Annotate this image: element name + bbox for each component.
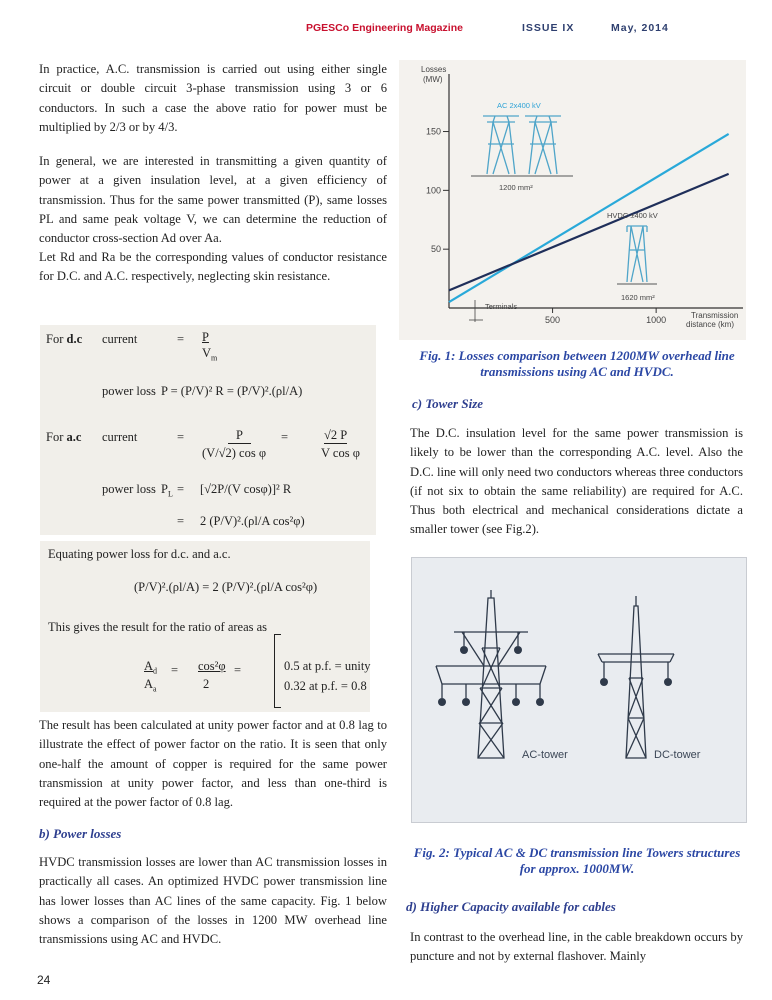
- ac-tower-drawing: [436, 590, 546, 758]
- formula-dc-current-num: P: [202, 330, 209, 344]
- formula-dc-label: For d.c: [46, 332, 83, 346]
- ac-tower-icon: [471, 116, 573, 176]
- y-tick-label-50: 50: [430, 244, 441, 255]
- paragraph-resistance: Let Rd and Ra be the corresponding values of conductor resistance for D.C. and A.C. respectively, neglecting skin resistance.: [39, 250, 387, 284]
- x-tick-label-500: 500: [545, 315, 561, 325]
- formula-eq-6: =: [171, 663, 179, 677]
- chart-annotation-4: Terminals: [485, 302, 518, 311]
- paragraph-hvdc-losses: HVDC transmission losses are lower than AC transmission losses in practically all cases. An optimized HVDC power transmission line has lower losses than AC lines of the same capacity. Fig. 1 below shows a comparison of the losses in 1200 MW overhead line transmissions using AC and HVDC.: [39, 855, 387, 947]
- y-axis-label: Losses: [421, 65, 447, 74]
- ac-tower-label: AC-tower: [522, 749, 568, 761]
- formula-eq-3: =: [281, 430, 289, 444]
- paragraph-tower-size: The D.C. insulation level for the same power transmission is likely to be lower than the corresponding A.C. level. Also the D.C. line will only need two conductors whereas three conductors (if not six to obtain the same reliability) are required for A.C. Thus both electrical and mechanical considerations dictate a smaller tower (see Fig.2).: [410, 426, 743, 537]
- y-tick-label-100: 100: [425, 185, 441, 196]
- towers-svg: [412, 558, 746, 822]
- figure2-caption: Fig. 2: Typical AC & DC transmission line Towers structures for approx. 1000MW.: [413, 845, 741, 876]
- paragraph-practice: In practice, A.C. transmission is carried out using either single circuit or double circuit 3-phase transmission using 3 or 6 conductors. In such a case the above ratio for power must be multiplied by 2/3 or by 4/3.: [39, 62, 387, 134]
- formula-bracket: [274, 634, 281, 708]
- x-tick-label-1000: 1000: [646, 315, 667, 325]
- formula-dc-power-loss: P = (P/V)² R = (P/V)².(ρl/A): [161, 384, 303, 398]
- dc-tower-icon: [617, 226, 657, 284]
- chart-annotation-1: 1200 mm²: [499, 183, 533, 192]
- x-axis-label: Transmission: [691, 311, 739, 320]
- formula-power-loss-label: power loss: [102, 384, 156, 398]
- formula-equating-text: Equating power loss for d.c. and a.c.: [48, 547, 231, 561]
- figure1-caption: Fig. 1: Losses comparison between 1200MW overhead line transmissions using AC and HVDC.: [419, 348, 735, 379]
- chart-annotation-3: 1620 mm²: [621, 293, 655, 302]
- formula-result-08: 0.32 at p.f. = 0.8: [284, 679, 367, 693]
- series-line-0: [449, 134, 729, 302]
- section-power-losses: b) Power losses: [39, 826, 122, 841]
- formula-ac-label: For a.c: [46, 430, 82, 444]
- formula-ac-power-loss-label: power loss: [102, 482, 156, 496]
- paragraph-general: In general, we are interested in transmitting a given quantity of power at a given insulation level, at a given efficiency of transmission. Thus for the same power transmitted (P), same losses PL and same peak voltage V, we can determine the reduction of conductor cross-section Ad over Aa.: [39, 154, 387, 246]
- magazine-title: PGESCo Engineering Magazine: [306, 22, 463, 34]
- issue-label: ISSUE IX: [522, 22, 575, 34]
- formula-ac-current-num-2: √2 P: [324, 428, 348, 442]
- chart-annotation-0: AC 2x400 kV: [497, 101, 541, 110]
- ac-insulators: [438, 646, 544, 706]
- formula-box-dc-ac: [40, 325, 376, 535]
- formula-ac-power-loss-2: 2 (P/V)².(ρl/A cos²φ): [200, 514, 305, 528]
- y-axis-label-unit: (MW): [423, 75, 443, 84]
- series-line-1: [449, 174, 729, 290]
- formula-eq-4: =: [177, 482, 185, 496]
- section-higher-capacity: d) Higher Capacity available for cables: [406, 899, 616, 914]
- formula-ac-pl: $P_L$: [161, 482, 173, 499]
- formula-ac-current-den: (V/√2) cos φ: [202, 446, 267, 460]
- losses-chart-svg: [399, 60, 746, 340]
- formula-eq-5: =: [177, 514, 185, 528]
- formula-eq-2: =: [177, 430, 185, 444]
- losses-chart: [399, 60, 746, 340]
- dc-tower-drawing: [598, 596, 674, 758]
- towers-figure: [411, 557, 747, 823]
- y-tick-label-150: 150: [425, 126, 441, 137]
- dc-tower-label: DC-tower: [654, 749, 701, 761]
- formula-result-unity: 0.5 at p.f. = unity: [284, 659, 371, 673]
- formula-aa: $A_a$: [144, 677, 157, 694]
- paragraph-result: The result has been calculated at unity power factor and at 0.8 lag to illustrate the effect of power factor on the ratio. It is seen that only one-half the amount of copper is required for the same power transmission at unity power factor, and less than one-third is required at the power factor of 0.8 lag.: [39, 718, 387, 810]
- formula-eq: =: [177, 332, 185, 346]
- dc-insulators: [600, 678, 672, 686]
- section-tower-size: c) Tower Size: [412, 396, 484, 411]
- formula-dc-current-den: $V_m$: [202, 346, 218, 363]
- formula-equation: (P/V)².(ρl/A) = 2 (P/V)².(ρl/A cos²φ): [134, 580, 318, 594]
- x-axis-label-2: distance (km): [686, 320, 735, 329]
- formula-current-label: current: [102, 332, 138, 346]
- paragraph-cables: In contrast to the overhead line, in the cable breakdown occurs by puncture and not by external flashover. Mainly: [410, 930, 743, 964]
- formula-ac-power-loss-1: [√2P/(V cosφ)]² R: [200, 482, 292, 496]
- formula-ac-current-label: current: [102, 430, 138, 444]
- issue-date: May, 2014: [611, 22, 669, 34]
- formula-cos2phi: cos²φ: [198, 659, 226, 673]
- formula-two: 2: [203, 677, 210, 691]
- chart-annotation-2: HVDC ±400 kV: [607, 211, 658, 220]
- page-number: 24: [37, 973, 51, 987]
- formula-ad: $A_d$: [144, 659, 158, 676]
- formula-ac-current-den-2: V cos φ: [321, 446, 360, 460]
- formula-eq-7: =: [234, 663, 242, 677]
- formula-ac-current-num: P: [228, 428, 251, 444]
- formula-ratio-text: This gives the result for the ratio of areas as: [48, 620, 268, 634]
- formula-box-ratio: [40, 541, 370, 712]
